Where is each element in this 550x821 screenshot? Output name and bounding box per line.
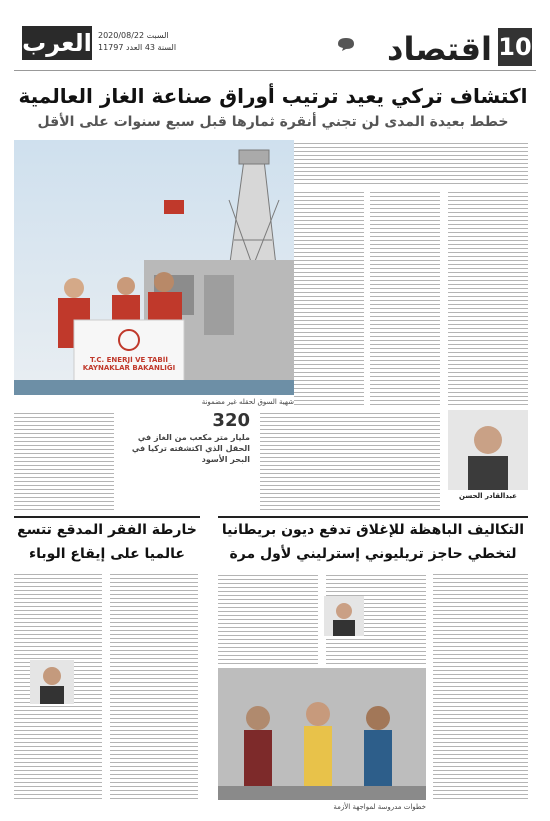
issue-meta	[98, 30, 176, 54]
uk-photo	[218, 668, 426, 800]
poverty-headline-1: خارطة الفقر المدقع تتسع	[17, 522, 197, 538]
section-rule-3	[14, 516, 200, 518]
uk-debt-headline-2: لتخطي حاجز تريليوني إسترليني لأول مرة	[229, 546, 517, 562]
newspaper-logo: العرب	[22, 26, 92, 60]
poverty-author-photo	[30, 660, 74, 704]
lead-column-1	[448, 190, 528, 405]
lead-photo	[14, 140, 294, 395]
poverty-headline-2: عالميا على إيقاع الوباء	[29, 546, 185, 562]
lead-column-3	[294, 190, 364, 405]
header-divider	[14, 70, 536, 71]
uk-column-3	[218, 574, 318, 664]
section-title: اقتصاد	[387, 30, 492, 68]
lead-column-6	[14, 410, 114, 510]
author-photo	[448, 410, 528, 490]
speech-bubble-icon	[336, 36, 358, 52]
uk-author-photo	[324, 596, 364, 636]
uk-column-1	[433, 574, 528, 799]
stat-text: مليار متر مكعب من الغاز في الحقل الذي اكتشفته تركيا في البحر الأسود	[131, 433, 250, 464]
section-rule-2	[218, 516, 528, 518]
date-line: السبت 2020/08/22	[98, 31, 169, 40]
stat-number: 320	[212, 410, 250, 431]
uk-debt-headline-1: التكاليف الباهظة للإغلاق تدفع ديون بريطانيا	[221, 522, 525, 538]
lead-headline: اكتشاف تركي يعيد ترتيب أوراق صناعة الغاز العالمية	[18, 84, 528, 108]
lead-column-2	[370, 190, 440, 405]
poverty-column-2	[110, 574, 198, 799]
podium-sign-text: T.C. ENERJİ VE TABİİ KAYNAKLAR BAKANLIĞI	[82, 356, 176, 372]
lead-photo-caption: شهية السوق لحقله غير مضمونة	[201, 398, 294, 406]
lead-column-5	[260, 410, 440, 510]
lead-subhead: خطط بعيدة المدى لن تجني أنقرة ثمارها قبل سبع سنوات على الأقل	[37, 114, 509, 130]
page-number: 10	[498, 28, 532, 66]
author-name: عبدالقادر الحسن	[459, 492, 517, 500]
issue-line: السنة 43 العدد 11797	[98, 43, 177, 52]
uk-photo-caption: خطوات مدروسة لمواجهة الأزمة	[333, 803, 426, 811]
